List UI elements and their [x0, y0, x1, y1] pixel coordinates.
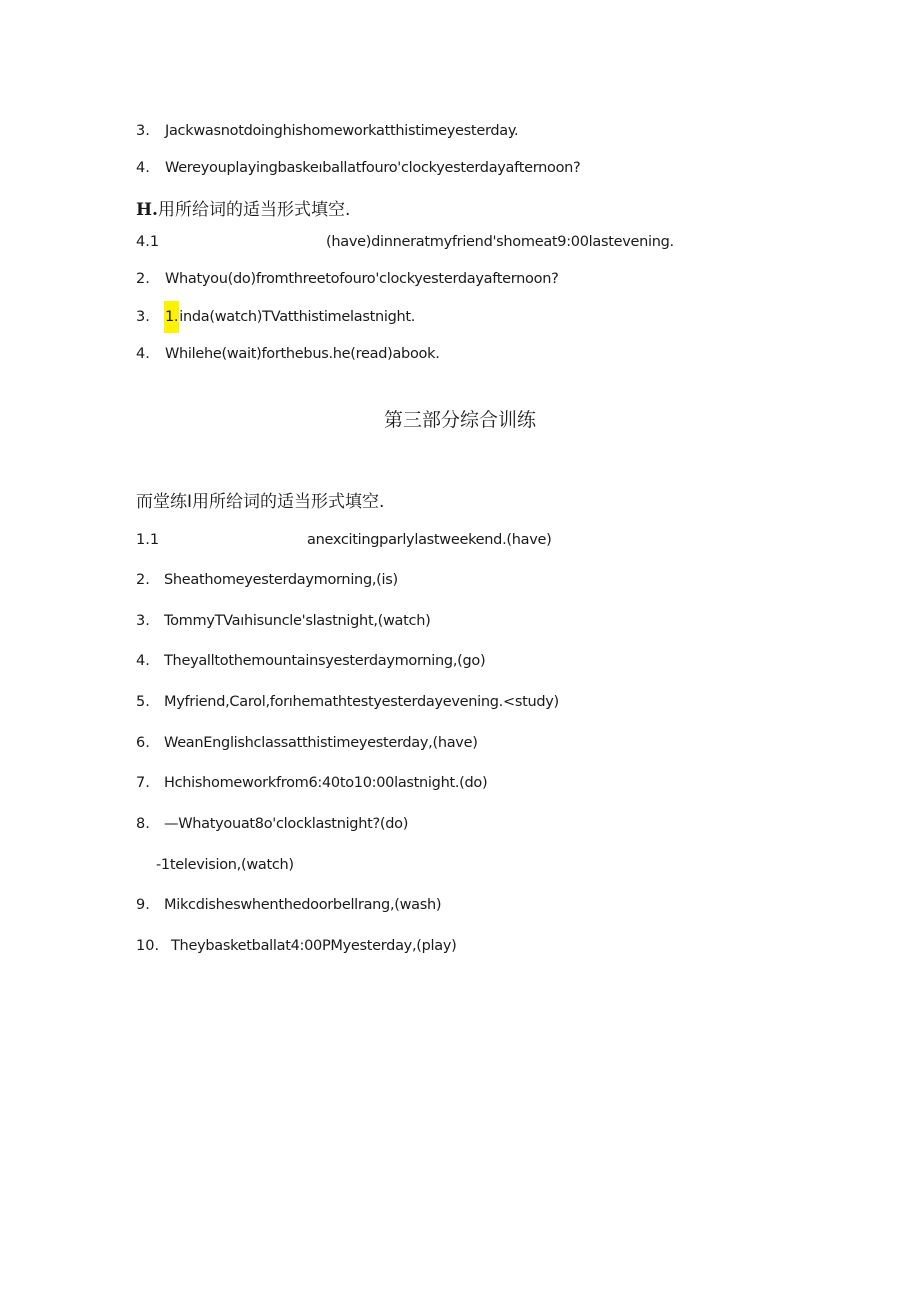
item-number: 4.	[136, 653, 150, 669]
item-text: TommyTVaıhisuncle'slastnight,(watch)	[164, 613, 431, 629]
item-number: 4.	[136, 160, 150, 176]
section-heading: 而堂练I用所给词的适当形式填空.	[136, 492, 385, 512]
item-number: 9.	[136, 897, 150, 913]
item-text: Whilehe(wait)forthebus.he(read)abook.	[165, 346, 440, 362]
item-number: 10.	[136, 938, 160, 954]
item-number: 5.	[136, 694, 150, 710]
item-text: Theyalltothemountainsyesterdaymorning,(go)	[164, 653, 486, 669]
item-text: —Whatyouat8o'clocklastnight?(do)	[164, 816, 409, 832]
item-number: 3.	[136, 123, 150, 139]
item-text: Hchishomeworkfrom6:40to10:00lastnight.(do)	[164, 775, 488, 791]
item-number: 3.	[136, 309, 150, 325]
item-number: 7.	[136, 775, 150, 791]
item-number: 3.	[136, 613, 150, 629]
item-number: 8.	[136, 816, 150, 832]
item-text: Theybasketballat4:00PMyesterday,(play)	[171, 938, 457, 954]
item-number: 2.	[136, 271, 150, 287]
item-number: 4.	[136, 346, 150, 362]
heading-marker: H.	[136, 200, 158, 220]
item-text: Myfriend,Carol,forıhemathtestyesterdayevening.<study)	[164, 694, 559, 710]
item-text: Wereyouplayingbaskeıballatfouro'clockyesterdayafternoon?	[165, 160, 581, 176]
item-text: Jackwasnotdoinghishomeworkatthistimeyesterday.	[165, 123, 519, 139]
item-text: Mikcdisheswhenthedoorbellrang,(wash)	[164, 897, 442, 913]
item-text: WeanEnglishclassatthistimeyesterday,(have)	[164, 735, 478, 751]
item-number: 1.1	[136, 532, 160, 548]
item-number: 4.1	[136, 234, 160, 250]
section-heading	[136, 195, 350, 220]
item-number: 2.	[136, 572, 150, 588]
item-text: 1.inda(watch)TVatthistimelastnight.	[164, 309, 415, 325]
part-title: 第三部分综合训练	[383, 409, 536, 431]
item-text: Sheathomeyesterdaymorning,(is)	[164, 572, 398, 588]
item-text: -1television,(watch)	[156, 857, 294, 873]
item-text: Whatyou(do)fromthreetofouro'clockyesterdayafternoon?	[165, 271, 559, 287]
item-number: 6.	[136, 735, 150, 751]
highlight-mark: 1.	[164, 301, 179, 333]
item-text: anexcitingparlylastweekend.(have)	[307, 532, 552, 548]
item-text: (have)dinneratmyfriend'shomeat9:00lastevening.	[326, 234, 674, 250]
heading-text: 用所给词的适当形式填空.	[157, 200, 351, 220]
